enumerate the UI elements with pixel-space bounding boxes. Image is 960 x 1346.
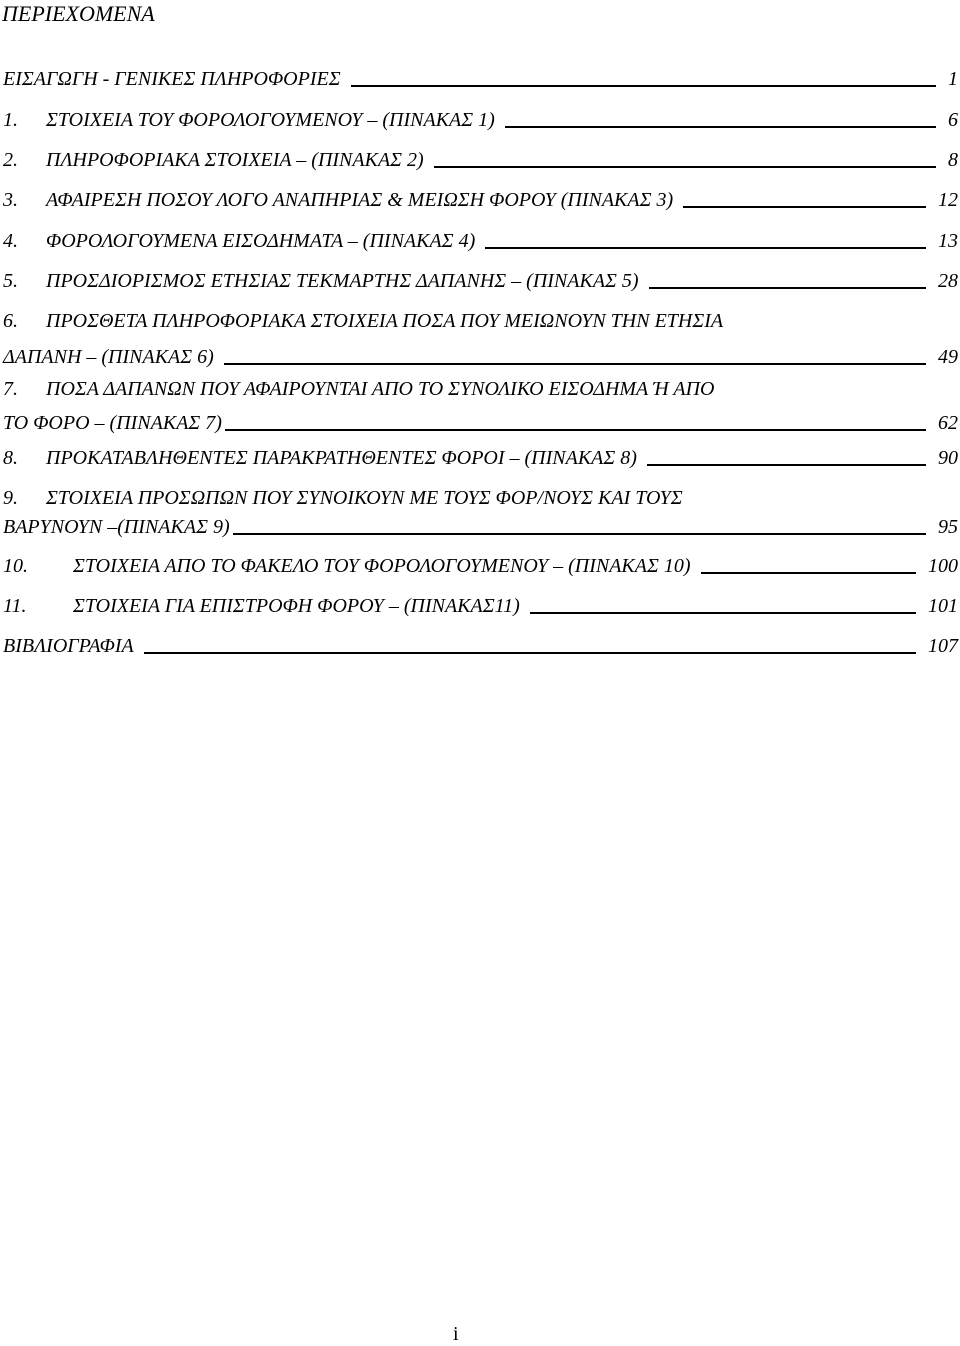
toc-page-number: 13 xyxy=(938,230,958,252)
toc-leader-line xyxy=(225,411,926,431)
toc-entry-title: ΣΤΟΙΧΕΙΑ ΓΙΑ ΕΠΙΣΤΡΟΦΗ ΦΟΡΟΥ – (ΠΙΝΑΚΑΣ11) xyxy=(73,595,520,617)
toc-entry-number: 5. xyxy=(3,270,18,292)
toc-entry-title-line1: ΣΤΟΙΧΕΙΑ ΠΡΟΣΩΠΩΝ ΠΟΥ ΣΥΝΟΙΚΟΥΝ ΜΕ ΤΟΥΣ ΦΟΡ/ΝΟΥΣ ΚΑΙ ΤΟΥΣ xyxy=(46,487,683,509)
toc-leader-line xyxy=(701,554,916,574)
toc-leader-line xyxy=(505,108,936,128)
toc-entry-number: 10. xyxy=(3,555,28,577)
toc-entry-title-line1: ΠΟΣΑ ΔΑΠΑΝΩΝ ΠΟΥ ΑΦΑΙΡΟΥΝΤΑΙ ΑΠΟ ΤΟ ΣΥΝΟΛΙΚΟ ΕΙΣΟΔΗΜΑ Ή ΑΠΟ xyxy=(46,378,715,400)
toc-entry-title: ΠΡΟΚΑΤΑΒΛΗΘΕΝΤΕΣ ΠΑΡΑΚΡΑΤΗΘΕΝΤΕΣ ΦΟΡΟΙ – (ΠΙΝΑΚΑΣ 8) xyxy=(46,447,637,469)
toc-entry-title: ΕΙΣΑΓΩΓΗ - ΓΕΝΙΚΕΣ ΠΛΗΡΟΦΟΡΙΕΣ xyxy=(3,68,341,90)
toc-leader-line xyxy=(434,148,936,168)
toc-leader-line xyxy=(530,594,916,614)
toc-entry-title: ΒΙΒΛΙΟΓΡΑΦΙΑ xyxy=(3,635,134,657)
toc-entry-number: 1. xyxy=(3,109,18,131)
toc-entry-number: 7. xyxy=(3,378,18,400)
toc-entry-9[interactable] xyxy=(3,486,958,539)
toc-entry-1[interactable] xyxy=(3,108,958,132)
toc-entry-number: 6. xyxy=(3,310,18,332)
toc-leader-line xyxy=(351,67,936,87)
toc-entry-intro[interactable] xyxy=(3,67,958,91)
toc-entry-title: ΦΟΡΟΛΟΓΟΥΜΕΝΑ ΕΙΣΟΔΗΜΑΤΑ – (ΠΙΝΑΚΑΣ 4) xyxy=(46,230,476,252)
toc-entry-title: ΣΤΟΙΧΕΙΑ ΑΠΟ ΤΟ ΦΑΚΕΛΟ ΤΟΥ ΦΟΡΟΛΟΓΟΥΜΕΝΟΥ – (ΠΙΝΑΚΑΣ 10) xyxy=(73,555,691,577)
toc-page-number: 49 xyxy=(938,346,958,368)
toc-page-number: 62 xyxy=(938,412,958,434)
toc-entry-number: 11. xyxy=(3,595,27,617)
toc-page-number: 107 xyxy=(928,635,958,657)
toc-entry-title-line2: ΔΑΠΑΝΗ – (ΠΙΝΑΚΑΣ 6) xyxy=(3,346,214,368)
toc-entry-8[interactable] xyxy=(3,446,958,470)
toc-page-number: 90 xyxy=(938,447,958,469)
toc-entry-number: 9. xyxy=(3,487,18,509)
toc-leader-line xyxy=(647,446,926,466)
toc-entry-10[interactable] xyxy=(3,554,958,578)
toc-entry-title: ΣΤΟΙΧΕΙΑ ΤΟΥ ΦΟΡΟΛΟΓΟΥΜΕΝΟΥ – (ΠΙΝΑΚΑΣ 1) xyxy=(46,109,495,131)
toc-entry-title-line1: ΠΡΟΣΘΕΤΑ ΠΛΗΡΟΦΟΡΙΑΚΑ ΣΤΟΙΧΕΙΑ ΠΟΣΑ ΠΟΥ ΜΕΙΩΝΟΥΝ ΤΗΝ ΕΤΗΣΙΑ xyxy=(46,310,724,332)
toc-entry-number: 8. xyxy=(3,447,18,469)
toc-entry-title: ΠΛΗΡΟΦΟΡΙΑΚΑ ΣΤΟΙΧΕΙΑ – (ΠΙΝΑΚΑΣ 2) xyxy=(46,149,424,171)
toc-leader-line xyxy=(144,634,916,654)
toc-entry-5[interactable] xyxy=(3,269,958,293)
toc-page-number: 6 xyxy=(948,109,958,131)
toc-entry-11[interactable] xyxy=(3,594,958,618)
toc-page-number: 95 xyxy=(938,516,958,538)
toc-leader-line xyxy=(233,515,926,535)
toc-entry-3[interactable] xyxy=(3,188,958,212)
footer-page-number: i xyxy=(453,1323,459,1345)
toc-entry-number: 2. xyxy=(3,149,18,171)
toc-entry-title-line2: ΤΟ ΦΟΡΟ – (ΠΙΝΑΚΑΣ 7) xyxy=(3,412,222,434)
toc-leader-line xyxy=(683,188,926,208)
toc-leader-line xyxy=(224,345,926,365)
toc-entry-title-line2: ΒΑΡΥΝΟΥΝ –(ΠΙΝΑΚΑΣ 9) xyxy=(3,516,230,538)
toc-page-number: 12 xyxy=(938,189,958,211)
toc-entry-4[interactable] xyxy=(3,229,958,253)
toc-entry-title: ΠΡΟΣΔΙΟΡΙΣΜΟΣ ΕΤΗΣΙΑΣ ΤΕΚΜΑΡΤΗΣ ΔΑΠΑΝΗΣ – (ΠΙΝΑΚΑΣ 5) xyxy=(46,270,639,292)
toc-page-number: 8 xyxy=(948,149,958,171)
toc-entry-bibliography[interactable] xyxy=(3,634,958,658)
toc-entry-number: 3. xyxy=(3,189,18,211)
toc-page-number: 100 xyxy=(928,555,958,577)
toc-entry-2[interactable] xyxy=(3,148,958,172)
toc-page-number: 101 xyxy=(928,595,958,617)
toc-entry-6[interactable] xyxy=(3,309,958,369)
toc-page-number: 28 xyxy=(938,270,958,292)
toc-page-number: 1 xyxy=(948,68,958,90)
toc-entry-number: 4. xyxy=(3,230,18,252)
toc-entry-title: ΑΦΑΙΡΕΣΗ ΠΟΣΟΥ ΛΟΓΟ ΑΝΑΠΗΡΙΑΣ & ΜΕΙΩΣΗ ΦΟΡΟΥ (ΠΙΝΑΚΑΣ 3) xyxy=(46,189,674,211)
page-title: ΠΕΡΙΕΧΟΜΕΝΑ xyxy=(2,1,155,26)
toc-leader-line xyxy=(485,229,926,249)
toc-entry-7[interactable] xyxy=(3,377,958,435)
toc-leader-line xyxy=(649,269,926,289)
